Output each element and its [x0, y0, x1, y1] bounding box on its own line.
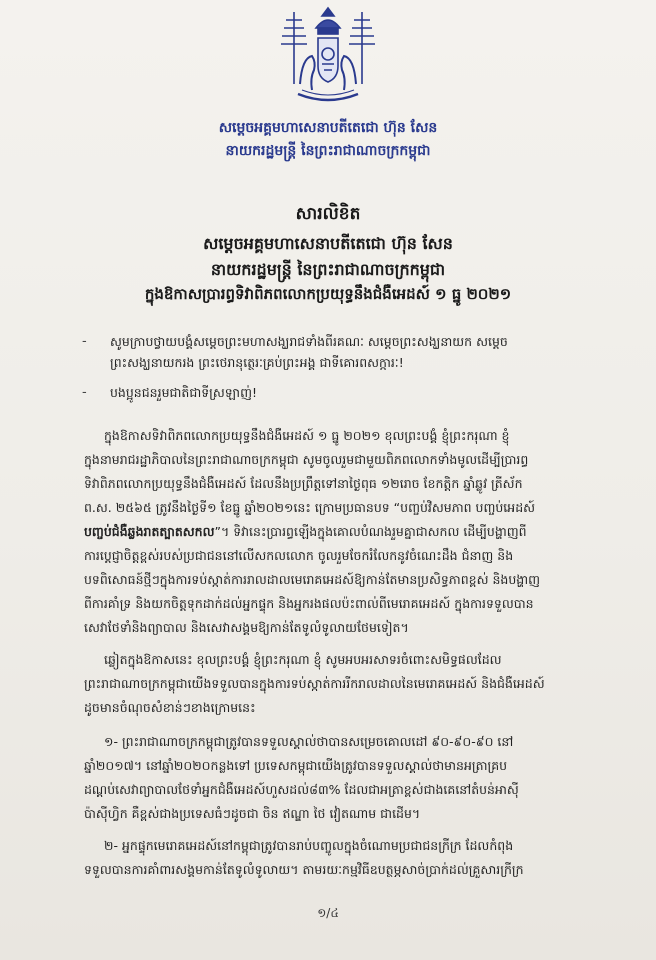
greeting-bullet: - [82, 334, 87, 349]
text-line: ឆ្នាំ២០១៧។ នៅឆ្នាំ២០២០កន្លងទៅ ប្រទេសកម្ពុជាយើងត្រូវបានទទួលស្គាល់ថាមានអត្រាគ្រប [84, 758, 508, 773]
text-line: ទិវាពិភពលោកប្រយុទ្ធនឹងជំងឺអេដស៍ ដែលនឹងប្រព្រឹត្តទៅនាថ្ងៃពុធ ១២រោច ខែកត្តិក ឆ្នាំឆ្លូវ ត្រីស័ក [84, 476, 523, 491]
text-line: សូមក្រាបថ្វាយបង្គំសម្តេចព្រះមហាសង្ឃរាជទាំងពីរគណៈ សម្តេចព្រះសង្ឃនាយក សម្តេច [110, 334, 508, 349]
text-line: ១- ព្រះរាជាណាចក្រកម្ពុជាត្រូវបានទទួលស្គាល់ថាបានសម្រេចគោលដៅ ៩០-៩០-៩០ នៅ [104, 734, 514, 749]
text-line: ដូចមានចំណុចសំខាន់ៗខាងក្រោមនេះ [84, 700, 256, 715]
page-number: ១/៤ [317, 906, 339, 920]
text-line [84, 520, 602, 544]
text-line: ២- អ្នកផ្ទុកមេរោគអេដស៍នៅកម្ពុជាត្រូវបានរាប់បញ្ចូលក្នុងចំណោមប្រជាជនក្រីក្រ ដែលកំពុង [104, 838, 514, 853]
text-line: ក្នុងនាមរាជរដ្ឋាភិបាលនៃព្រះរាជាណាចក្រកម្ពុជា សូមចូលរួមជាមួយពិភពលោកទាំងមូលដើម្បីប្រារព្ធ [84, 452, 529, 467]
royal-emblem-icon [272, 6, 384, 110]
text-line: បងប្អូនជនរួមជាតិជាទីស្រឡាញ់! [110, 385, 257, 400]
text-line: ទទួលបានការគាំពារសង្គមកាន់តែទូលំទូលាយ។ តាមរយៈកម្មវិធីឧបត្ថម្ភសាច់ប្រាក់ដល់គ្រួសារក្រីក្រ [84, 862, 524, 877]
text-line-cont: ”។ ទិវានេះប្រារព្ធឡើងក្នុងគោលបំណងរួមគ្នាជាសកល ដើម្បីបង្ហាញពី [214, 524, 527, 539]
letterhead-name: សម្តេចអគ្គមហាសេនាបតីតេជោ ហ៊ុន សែន [218, 120, 438, 136]
theme-text: បញ្ចប់ជំងឺឆ្លងរាតត្បាតសកល [84, 524, 215, 539]
letterhead-position: នាយករដ្ឋមន្ត្រី នៃព្រះរាជាណាចក្រកម្ពុជា [225, 143, 431, 159]
paragraph-intro [84, 424, 602, 640]
text-line: បទពិសោធន៍ថ្មីៗក្នុងការទប់ស្កាត់ការរាលដាលមេរោគអេដស៍ឱ្យកាន់តែមានប្រសិទ្ធភាពខ្ពស់ និងបង្ហាញ [84, 572, 541, 587]
list-item-2 [84, 834, 602, 882]
text-line: ឆ្លៀតក្នុងឱកាសនេះ ខុលព្រះបង្គំ ខ្ញុំព្រះករុណា ខ្ញុំ សូមអបអរសាទរចំពោះសមិទ្ធផលដែល [104, 652, 502, 667]
text-line: ការប្តេជ្ញាចិត្តខ្ពស់របស់ប្រជាជននៅលើសកលលោក ចូលរួមចែករំលែកនូវចំណេះដឹង ជំនាញ និង [84, 548, 514, 563]
greeting-compatriots [110, 382, 600, 403]
text-line: ព្រះសង្ឃនាយករង ព្រះថេរានុត្ថេរៈគ្រប់ព្រះអង្គ ជាទីគោរពសក្ការៈ! [110, 355, 404, 370]
document-title-position: នាយករដ្ឋមន្ត្រី នៃព្រះរាជាណាចក្រកម្ពុជា [210, 260, 446, 279]
text-line: ព្រះរាជាណាចក្រកម្ពុជាយើងទទួលបានក្នុងការទប់ស្កាត់ការរីករាលដាលនៃមេរោគអេដស៍ និងជំងឺអេដស៍ [84, 676, 545, 691]
text-line: ព.ស. ២៥៦៥ ត្រូវនឹងថ្ងៃទី១ ខែធ្នូ ឆ្នាំ២០២១នេះ ក្រោមប្រធានបទ “បញ្ចប់វិសមភាព បញ្ចប់អេដស៍ [84, 500, 536, 515]
text-line: ពីការគាំទ្រ និងយកចិត្តទុកដាក់ដល់អ្នកផ្ទុក និងអ្នករងផលប៉ះពាល់ពីមេរោគអេដស៍ ក្នុងការទទួលបាន [84, 596, 534, 611]
greeting-bullet: - [82, 385, 87, 400]
text-line: សេវាថែទាំនិងព្យាបាល និងសេវាសង្គមឱ្យកាន់តែទូលំទូលាយថែមទៀត។ [84, 620, 409, 635]
text-line: ដណ្តប់សេវាព្យាបាលថែទាំអ្នកជំងឺអេដស៍ហួសដល់៨៣% ដែលជាអត្រាខ្ពស់ជាងគេនៅតំបន់អាស៊ី [84, 782, 519, 797]
paragraph-achievements [84, 648, 602, 720]
list-item-1 [84, 730, 602, 826]
document-title-occasion: ក្នុងឱកាសប្រារព្ធទិវាពិភពលោកប្រយុទ្ធនឹងជំងឺអេដស៍ ១ ធ្នូ ២០២១ [144, 285, 512, 303]
text-line: ក្នុងឱកាសទិវាពិភពលោកប្រយុទ្ធនឹងជំងឺអេដស៍ ១ ធ្នូ ២០២១ ខុលព្រះបង្គំ ខ្ញុំព្រះករុណា ខ្ញុំ [104, 428, 510, 443]
document-title-name: សម្តេចអគ្គមហាសេនាបតីតេជោ ហ៊ុន សែន [203, 234, 453, 253]
document-title: សារលិខិត [295, 204, 361, 224]
text-line: ប៉ាស៊ីហ្វិក គឺខ្ពស់ជាងប្រទេសធំៗដូចជា ចិន ឥណ្ឌា ថៃ វៀតណាម ជាដើម។ [84, 806, 421, 821]
greeting-monks [110, 331, 600, 373]
